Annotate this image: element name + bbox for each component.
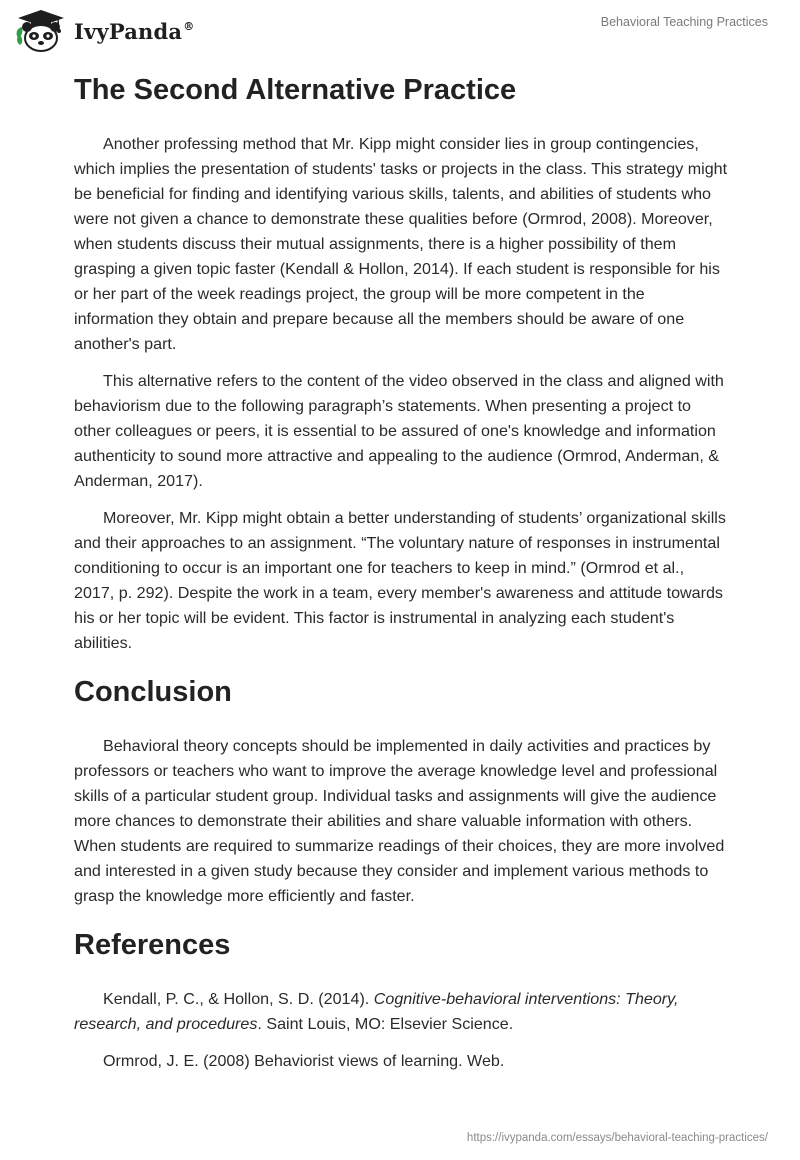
reference-title: Cognitive-behavioral interventions: Theory, research, and procedures — [74, 990, 679, 1033]
registered-mark: ® — [183, 19, 195, 33]
paragraph: Another professing method that Mr. Kipp might consider lies in group contingencies, which implies the presentation of students' tasks or projects in the class. This strategy might be beneficial for finding and identifying various skills, talents, and abilities of students who were not given a chance to demonstrate these qualities before (Ormrod, 2008). Moreover, when students discuss their mutual assignments, there is a higher possibility of them grasping a given topic faster (Kendall & Hollon, 2014). If each student is responsible for his or her part of the week readings project, the group will be more competent in the information they obtain and prepare because all the members should be aware of one another's part. — [74, 135, 728, 353]
document-title: Behavioral Teaching Practices — [600, 15, 768, 29]
heading-conclusion: Conclusion — [74, 676, 232, 708]
brand-name-text: IvyPanda — [74, 18, 183, 44]
brand-name — [74, 19, 194, 44]
heading-second-alternative-practice: The Second Alternative Practice — [74, 74, 517, 106]
reference-item — [74, 987, 728, 1037]
panda-graduate-icon — [14, 8, 68, 54]
paragraph: Moreover, Mr. Kipp might obtain a better understanding of students’ organizational skills and their approaches to an assignment. “The voluntary nature of responses in instrumental conditioning to occur is an important one for teachers to keep in mind.” (Ormrod et al., 2017, p. 292). Despite the work in a team, every member's awareness and attitude towards his or her topic will be evident. This factor is instrumental in analyzing each student's abilities. — [74, 509, 726, 652]
page-header — [0, 0, 800, 60]
heading-references: References — [74, 929, 231, 961]
essay-content — [74, 68, 728, 1086]
reference-authors: Kendall, P. C., & Hollon, S. D. (2014). — [103, 990, 374, 1008]
reference-publisher: . Saint Louis, MO: Elsevier Science. — [257, 1015, 514, 1033]
source-url[interactable]: https://ivypanda.com/essays/behavioral-teaching-practices/ — [466, 1132, 768, 1144]
ivypanda-logo[interactable] — [14, 8, 194, 54]
paragraph: This alternative refers to the content of the video observed in the class and aligned with behaviorism due to the following paragraph’s statements. When presenting a project to other colleagues or peers, it is essential to be assured of one's knowledge and information authenticity to sound more attractive and appealing to the audience (Ormrod, Anderman, & Anderman, 2017). — [74, 372, 724, 490]
reference-item: Ormrod, J. E. (2008) Behaviorist views of learning. Web. — [103, 1052, 505, 1070]
paragraph: Behavioral theory concepts should be implemented in daily activities and practices by professors or teachers who want to improve the average knowledge level and professional skills of a particular student group. Individual tasks and assignments will give the audience more chances to demonstrate their abilities and share valuable information with others. When students are required to summarize readings of their choices, they are more involved and interested in a given study because they consider and implement various methods to grasp the knowledge more efficiently and faster. — [74, 737, 725, 905]
